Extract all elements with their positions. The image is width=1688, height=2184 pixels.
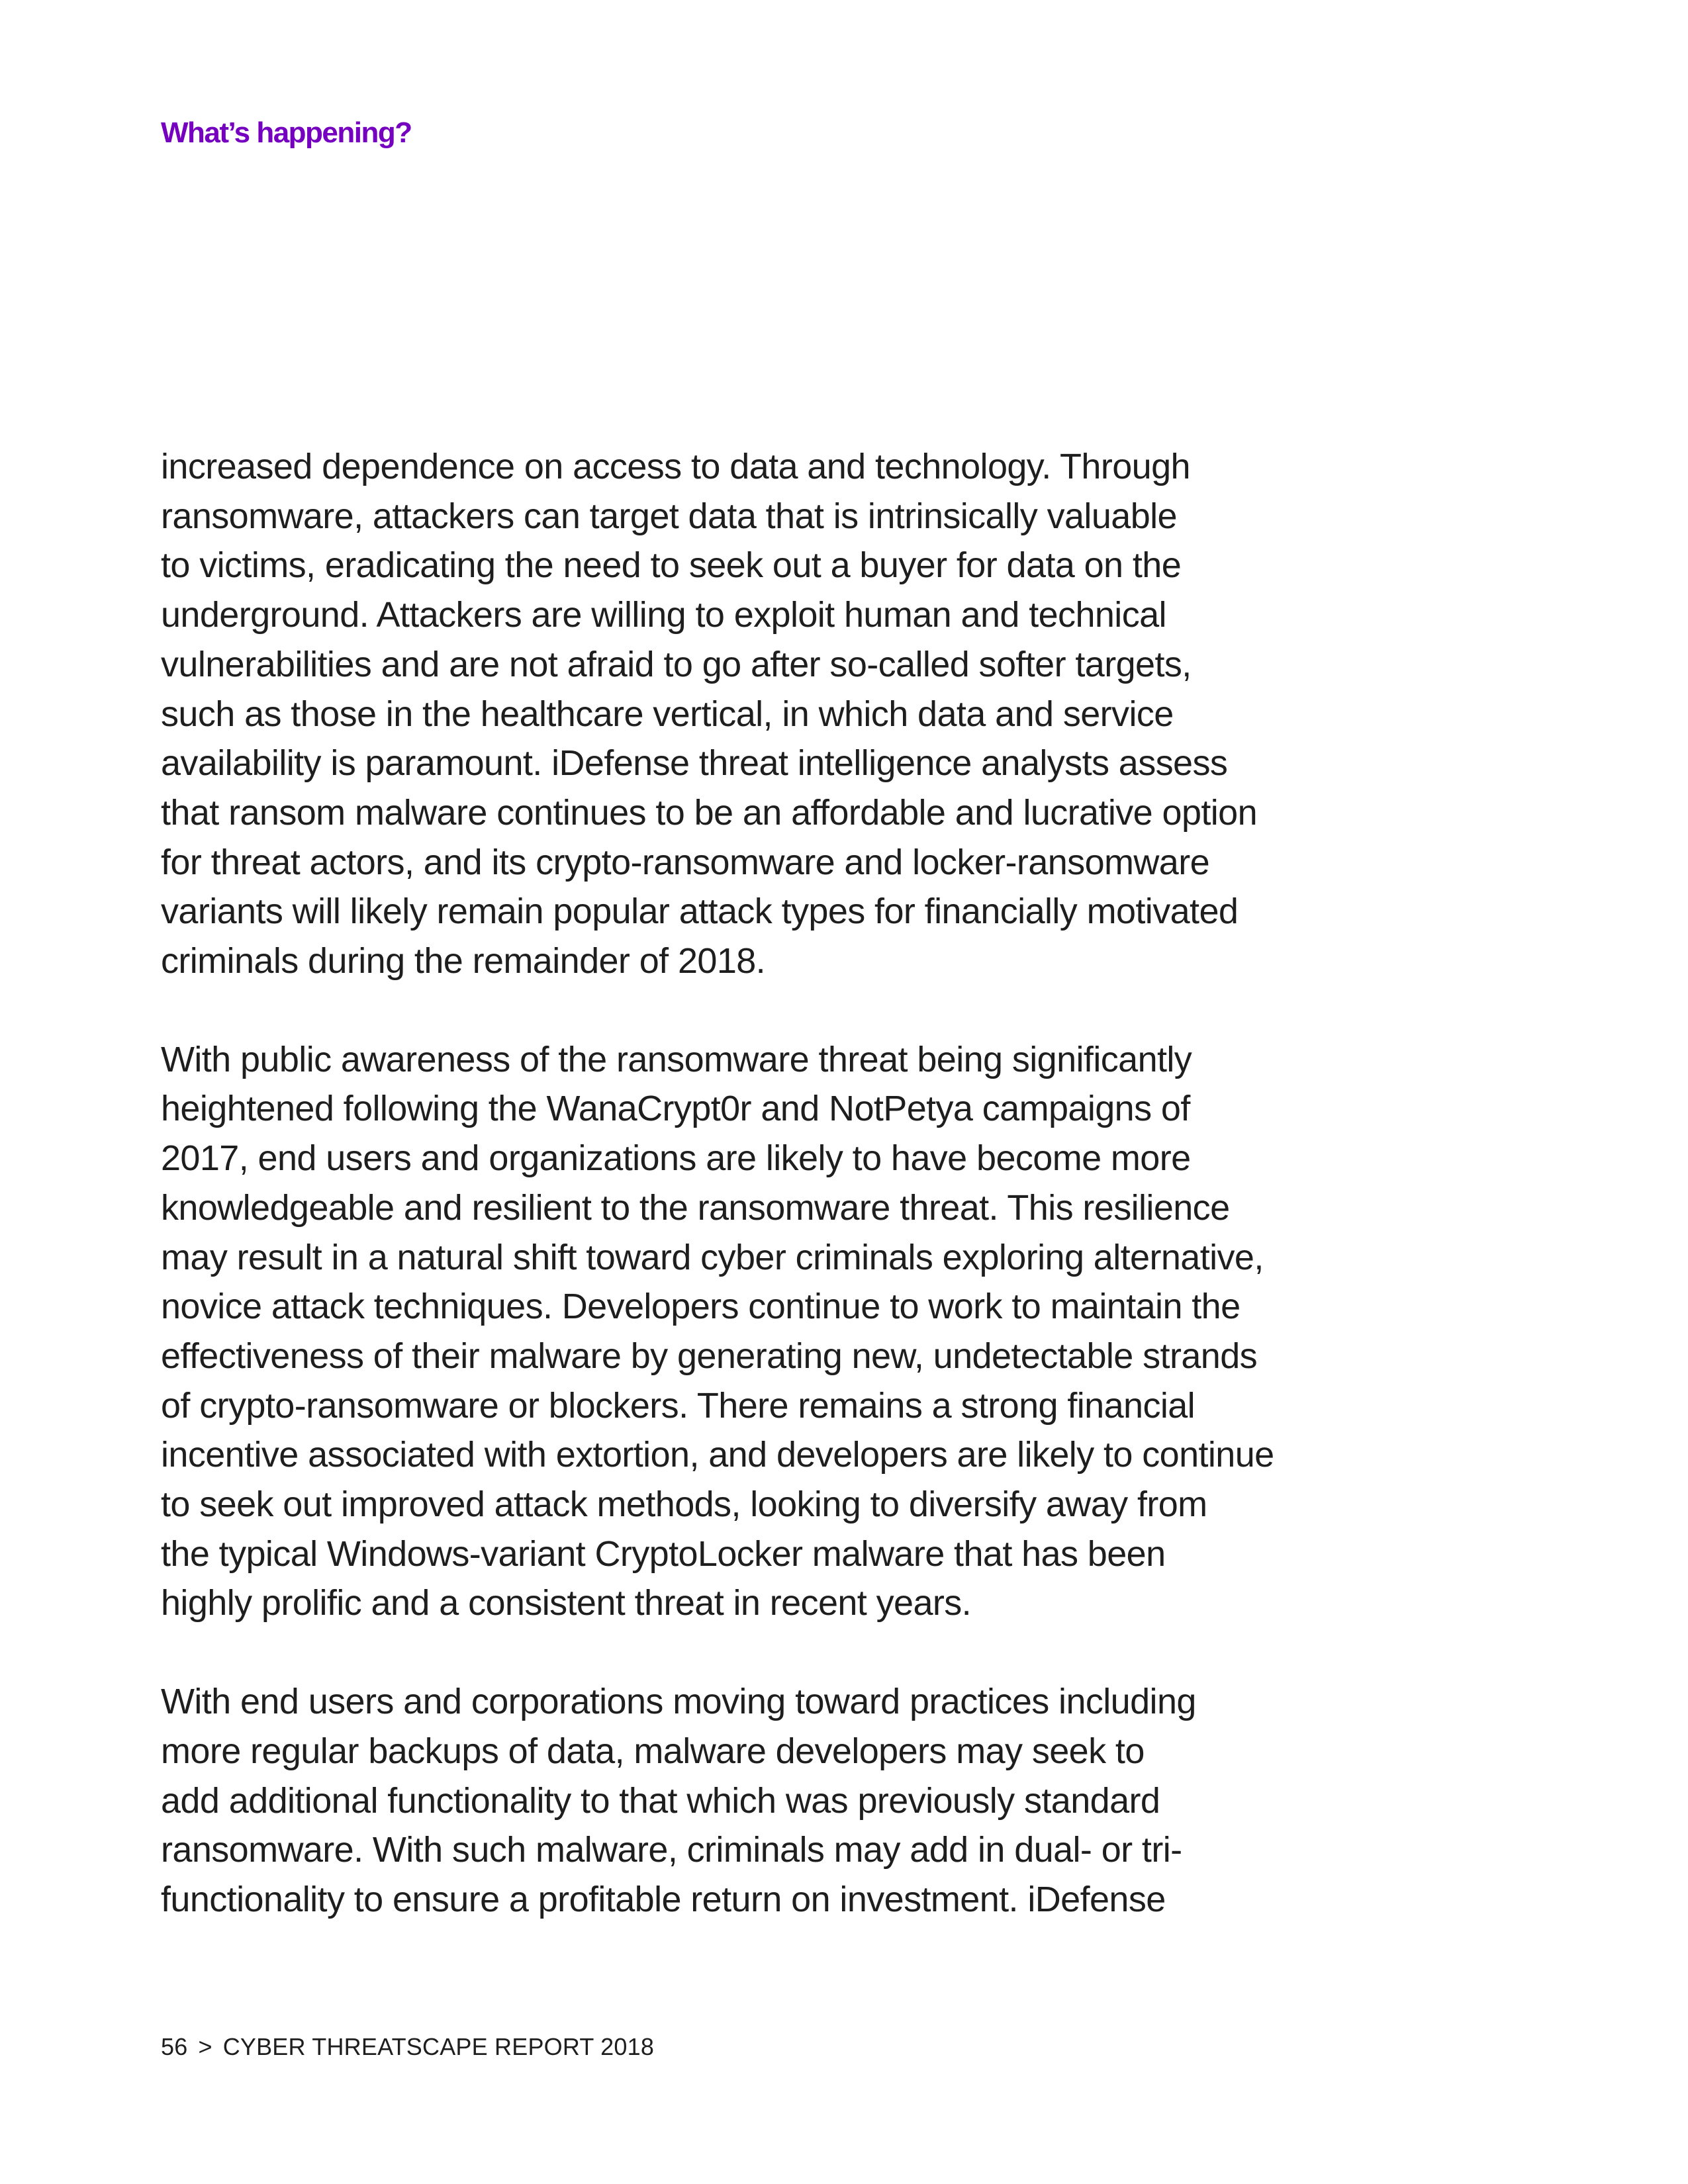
text-line: to seek out improved attack methods, looking to diversify away from <box>161 1484 1207 1525</box>
paragraph-3 <box>161 1677 1352 1925</box>
paragraph-2 <box>161 1035 1352 1628</box>
text-line: variants will likely remain popular attack types for financially motivated <box>161 891 1239 932</box>
text-line: With end users and corporations moving toward practices including <box>161 1682 1196 1722</box>
report-title: CYBER THREATSCAPE REPORT 2018 <box>222 2033 655 2060</box>
text-line: With public awareness of the ransomware threat being significantly <box>161 1039 1192 1079</box>
text-line: functionality to ensure a profitable return on investment. iDefense <box>161 1879 1166 1919</box>
text-line: criminals during the remainder of 2018. <box>161 941 766 981</box>
text-line: of crypto-ransomware or blockers. There remains a strong financial <box>161 1385 1196 1426</box>
text-line: for threat actors, and its crypto-ransomware and locker-ransomware <box>161 842 1210 882</box>
text-line: 2017, end users and organizations are likely to have become more <box>161 1138 1191 1179</box>
text-line: increased dependence on access to data and technology. Through <box>161 447 1190 486</box>
body-text <box>161 442 1352 1974</box>
chevron-right-icon: > <box>198 2033 212 2060</box>
text-line: incentive associated with extortion, and developers are likely to continue <box>161 1435 1274 1475</box>
text-line: effectiveness of their malware by generating new, undetectable strands <box>161 1336 1258 1376</box>
text-line: may result in a natural shift toward cyber criminals exploring alternative, <box>161 1237 1264 1277</box>
text-line: novice attack techniques. Developers continue to work to maintain the <box>161 1287 1241 1327</box>
text-line: ransomware. With such malware, criminals may add in dual- or tri- <box>161 1830 1182 1870</box>
text-line: the typical Windows-variant CryptoLocker malware that has been <box>161 1533 1166 1574</box>
text-line: to victims, eradicating the need to seek out a buyer for data on the <box>161 545 1182 586</box>
text-line: such as those in the healthcare vertical, in which data and service <box>161 694 1174 734</box>
text-line: heightened following the WanaCrypt0r and NotPetya campaigns of <box>161 1089 1190 1129</box>
text-line: add additional functionality to that which was previously standard <box>161 1780 1160 1821</box>
text-line: underground. Attackers are willing to exploit human and technical <box>161 595 1166 635</box>
section-label: What’s happening? <box>161 116 412 149</box>
paragraph-1 <box>161 442 1352 986</box>
page-number: 56 <box>161 2033 188 2060</box>
page-footer <box>161 2033 654 2061</box>
text-line: highly prolific and a consistent threat in recent years. <box>161 1583 972 1623</box>
text-line: more regular backups of data, malware developers may seek to <box>161 1731 1145 1771</box>
text-line: knowledgeable and resilient to the ransomware threat. This resilience <box>161 1187 1230 1228</box>
text-line: that ransom malware continues to be an affordable and lucrative option <box>161 792 1258 833</box>
text-line: vulnerabilities and are not afraid to go after so-called softer targets, <box>161 644 1192 684</box>
text-line: availability is paramount. iDefense threat intelligence analysts assess <box>161 743 1228 784</box>
text-line: ransomware, attackers can target data that is intrinsically valuable <box>161 496 1177 536</box>
